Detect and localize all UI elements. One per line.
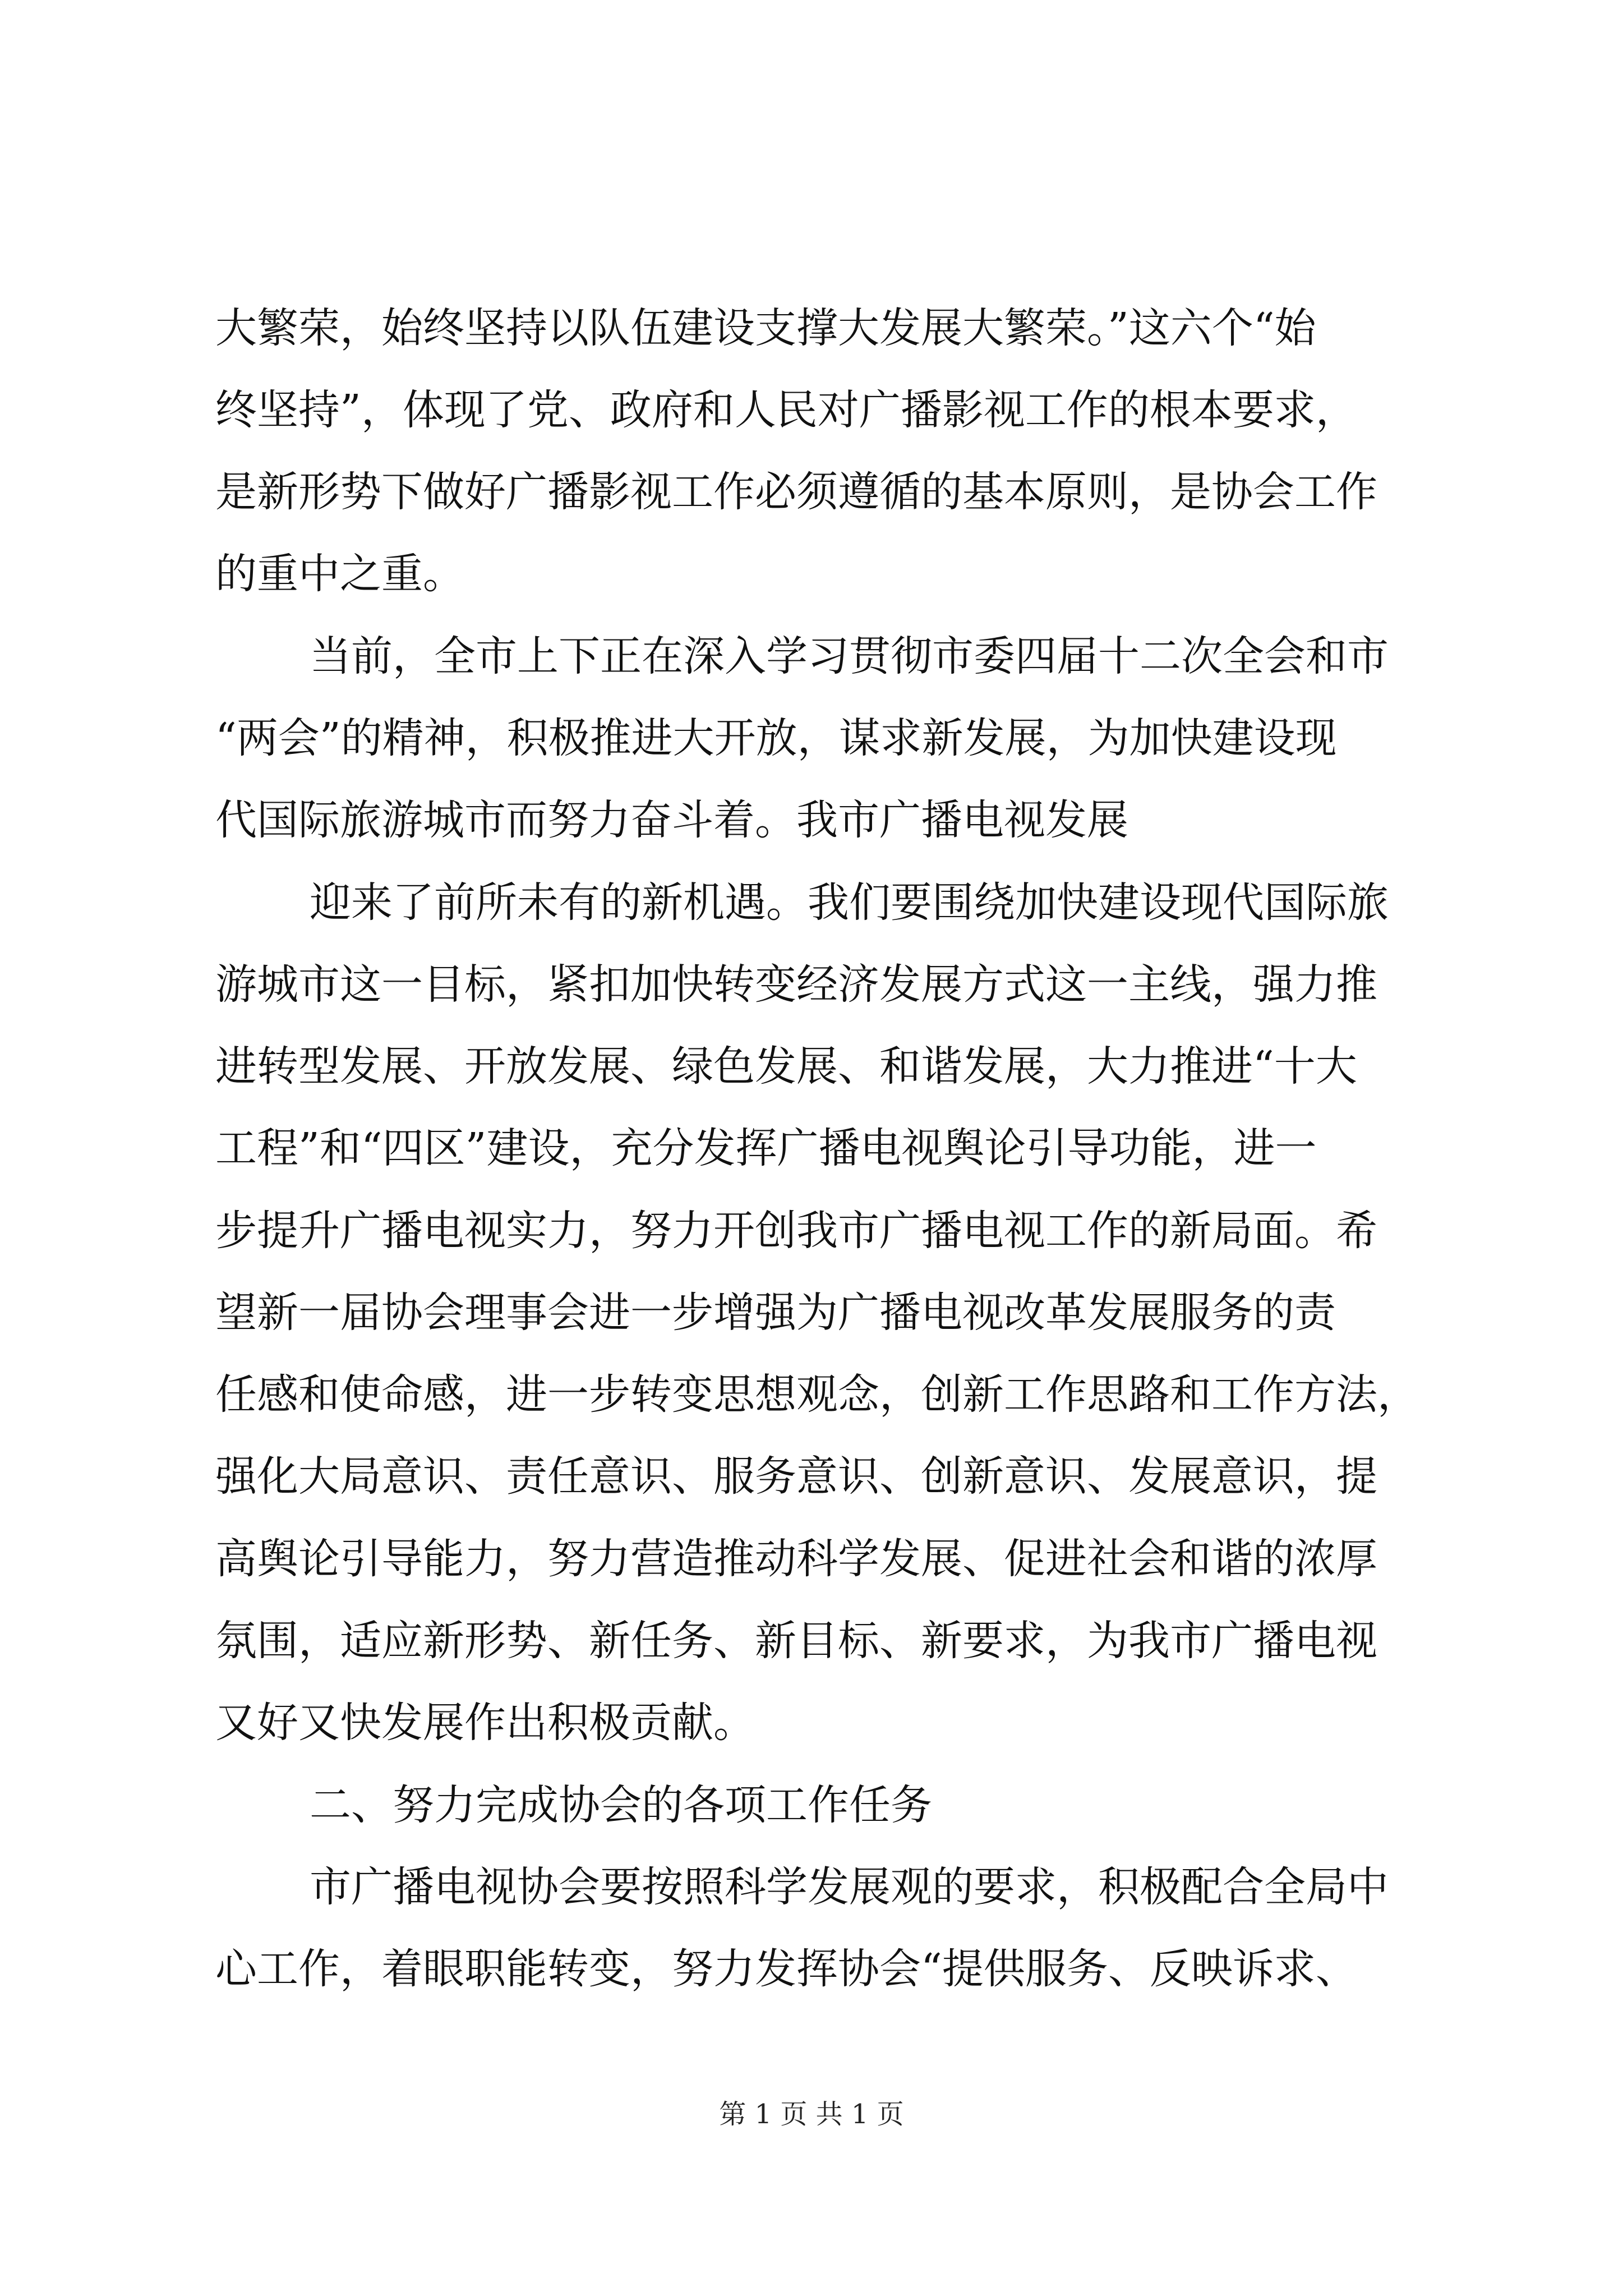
text-line: 望新一届协会理事会进一步增强为广播电视改革发展服务的责 <box>215 1289 1336 1337</box>
text-line: 步提升广播电视实力，努力开创我市广播电视工作的新局面。希 <box>215 1207 1377 1255</box>
text-line: 进转型发展、开放发展、绿色发展、和谐发展，大力推进“十大 <box>215 1042 1357 1091</box>
section-heading: 二、努力完成协会的各项工作任务 <box>310 1781 932 1829</box>
text-line: 工程”和“四区”建设，充分发挥广播电视舆论引导功能，进一 <box>215 1124 1317 1172</box>
text-line: 大繁荣，始终坚持以队伍建设支撑大发展大繁荣。”这六个“始 <box>215 304 1316 352</box>
text-line: 代国际旅游城市而努力奋斗着。我市广播电视发展 <box>215 796 1128 844</box>
text-line: 是新形势下做好广播影视工作必须遵循的基本原则，是协会工作 <box>215 468 1377 516</box>
text-line: 高舆论引导能力，努力营造推动科学发展、促进社会和谐的浓厚 <box>215 1535 1377 1583</box>
text-line: “两会”的精神，积极推进大开放，谋求新发展，为加快建设现 <box>215 714 1337 762</box>
text-line: 强化大局意识、责任意识、服务意识、创新意识、发展意识，提 <box>215 1452 1377 1501</box>
text-line: 终坚持”，体现了党、政府和人民对广播影视工作的根本要求， <box>215 386 1357 434</box>
text-line: 市广播电视协会要按照科学发展观的要求，积极配合全局中 <box>310 1863 1389 1911</box>
text-line: 的重中之重。 <box>215 550 464 598</box>
page-footer: 第 1 页 共 1 页 <box>719 2099 904 2130</box>
text-line: 又好又快发展作出积极贡献。 <box>215 1699 755 1747</box>
text-line: 游城市这一目标，紧扣加快转变经济发展方式这一主线，强力推 <box>215 960 1377 1009</box>
text-line: 氛围，适应新形势、新任务、新目标、新要求，为我市广播电视 <box>215 1617 1377 1665</box>
text-line: 任感和使命感，进一步转变思想观念，创新工作思路和工作方法， <box>215 1370 1419 1419</box>
text-line: 心工作，着眼职能转变，努力发挥协会“提供服务、反映诉求、 <box>215 1945 1357 1993</box>
text-line: 当前，全市上下正在深入学习贯彻市委四届十二次全会和市 <box>310 632 1389 680</box>
text-line: 迎来了前所未有的新机遇。我们要围绕加快建设现代国际旅 <box>310 878 1389 927</box>
